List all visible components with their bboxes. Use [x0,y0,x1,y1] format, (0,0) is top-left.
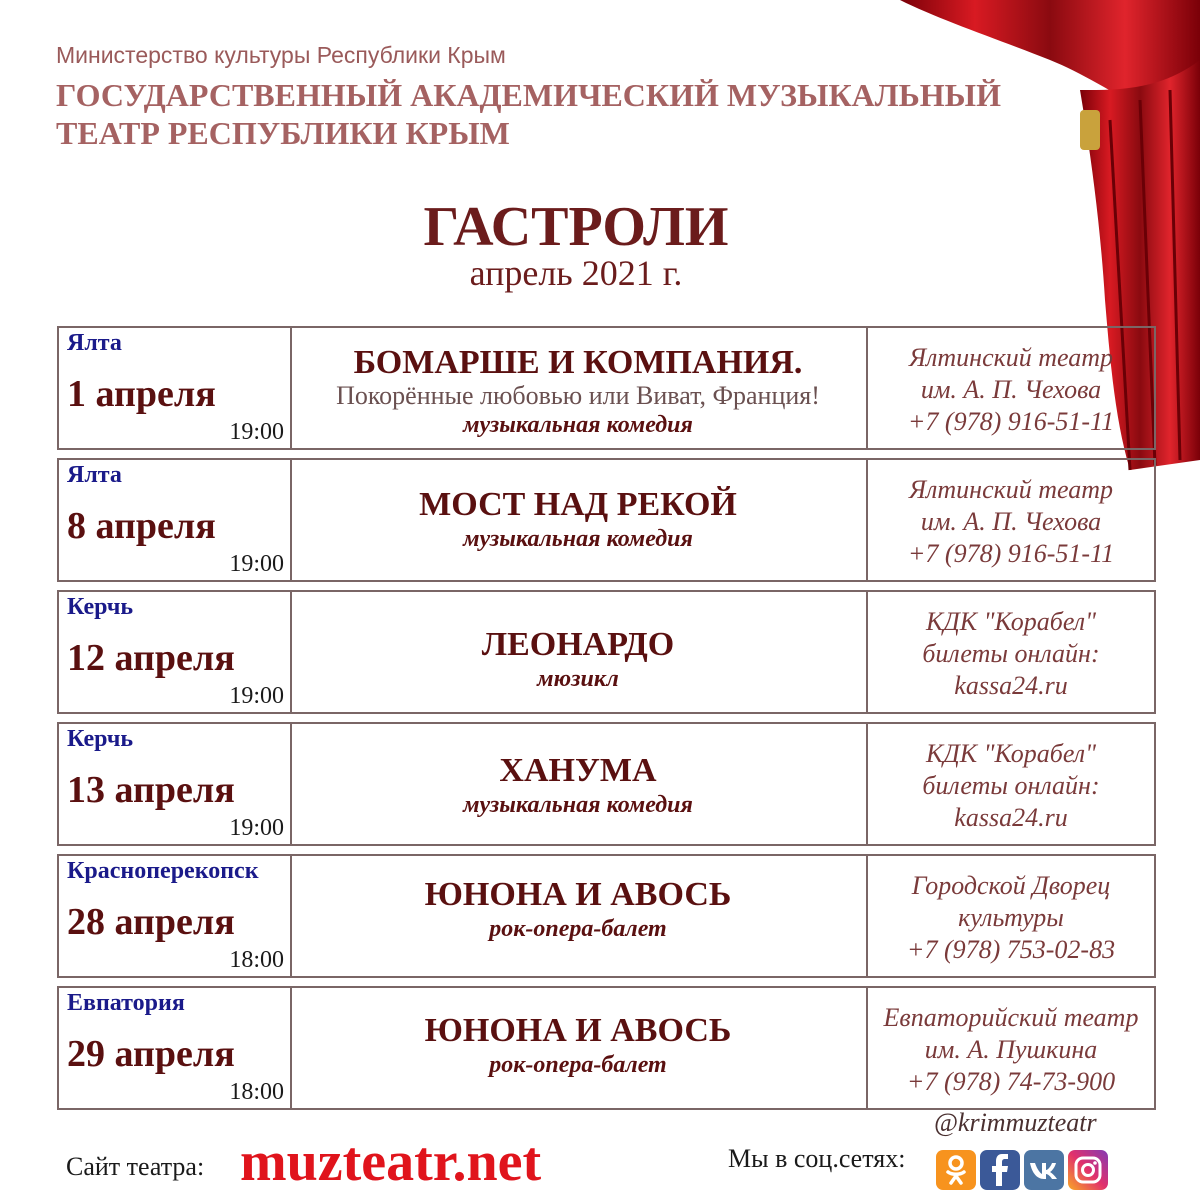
event-show-cell [290,724,868,844]
event-row [57,326,1156,450]
event-date-cell [59,592,292,712]
event-show-genre: музыкальная комедия [463,412,693,438]
event-show-name: МОСТ НАД РЕКОЙ [419,486,737,523]
event-venue-cell [868,856,1154,976]
event-city: Ялта [67,330,122,356]
event-time: 18:00 [229,1079,284,1105]
event-date: 1 апреля [67,373,216,415]
venue-line: Городской Дворец [911,871,1111,900]
event-show-genre: мюзикл [537,666,619,692]
venue-phone: +7 (978) 753-02-83 [906,935,1116,964]
venue-link[interactable]: kassa24.ru [954,671,1068,700]
event-venue-cell [868,592,1154,712]
event-city: Керчь [67,594,134,620]
instagram-icon[interactable] [1068,1150,1108,1190]
event-time: 18:00 [229,947,284,973]
social-label: Мы в соц.сетях: [728,1144,906,1173]
event-date: 28 апреля [67,901,235,943]
event-time: 19:00 [229,551,284,577]
venue-line: билеты онлайн: [922,771,1100,800]
event-show-cell [290,856,868,976]
odnoklassniki-icon[interactable] [936,1150,976,1190]
event-date-cell [59,328,292,448]
venue-phone: +7 (978) 916-51-11 [907,539,1115,568]
event-row [57,590,1156,714]
tassel-icon [1080,110,1100,150]
venue-line: им. А. Пушкина [924,1035,1098,1064]
event-date: 8 апреля [67,505,216,547]
site-url-link[interactable]: muzteatr.net [240,1131,542,1193]
event-row [57,854,1156,978]
venue-line: им. А. П. Чехова [920,507,1102,536]
event-date-cell [59,856,292,976]
event-city: Ялта [67,462,122,488]
site-label: Сайт театра: [66,1152,205,1181]
venue-line: КДК "Корабел" [926,739,1096,768]
social-handle[interactable]: @krimmuzteatr [934,1108,1097,1137]
poster-subtitle: апрель 2021 г. [469,253,683,293]
venue-line: Ялтинский театр [908,475,1114,504]
event-city: Керчь [67,726,134,752]
event-show-name: ЛЕОНАРДО [481,626,675,663]
venue-line: билеты онлайн: [922,639,1100,668]
event-date: 12 апреля [67,637,235,679]
event-date: 13 апреля [67,769,235,811]
event-row [57,986,1156,1110]
event-venue-cell [868,724,1154,844]
event-show-cell [290,460,868,580]
event-date-cell [59,724,292,844]
poster-title: ГАСТРОЛИ [423,196,729,258]
event-show-cell [290,592,868,712]
event-date: 29 апреля [67,1033,235,1075]
event-show-cell [290,328,868,448]
venue-line: им. А. П. Чехова [920,375,1102,404]
event-venue-cell [868,460,1154,580]
event-show-genre: музыкальная комедия [463,526,693,552]
event-city: Евпатория [67,990,185,1016]
theatre-name: ГОСУДАРСТВЕННЫЙ АКАДЕМИЧЕСКИЙ МУЗЫКАЛЬНЫЙ ТЕАТР РЕСПУБЛИКИ КРЫМ [56,77,1001,151]
venue-line: культуры [958,903,1064,932]
event-time: 19:00 [229,683,284,709]
event-show-genre: рок-опера-балет [489,916,667,942]
event-row [57,458,1156,582]
event-row [57,722,1156,846]
venue-link[interactable]: kassa24.ru [954,803,1068,832]
event-show-name: ЮНОНА И АВОСЬ [424,1012,732,1049]
event-date-cell [59,988,292,1108]
venue-phone: +7 (978) 74-73-900 [906,1067,1116,1096]
vk-icon[interactable] [1024,1150,1064,1190]
facebook-icon[interactable] [980,1150,1020,1190]
venue-line: Ялтинский театр [908,343,1114,372]
event-show-subtitle: Покорённые любовью или Виват, Франция! [336,381,820,410]
venue-line: Евпаторийский театр [883,1003,1139,1032]
event-show-name: ХАНУМА [499,752,657,789]
event-city: Красноперекопск [67,858,259,884]
venue-phone: +7 (978) 916-51-11 [907,407,1115,436]
event-show-name: ЮНОНА И АВОСЬ [424,876,732,913]
event-show-name: БОМАРШЕ И КОМПАНИЯ. [353,344,803,381]
event-venue-cell [868,988,1154,1108]
ministry-name: Министерство культуры Республики Крым [56,42,506,68]
event-venue-cell [868,328,1154,448]
event-time: 19:00 [229,815,284,841]
event-show-cell [290,988,868,1108]
event-show-genre: рок-опера-балет [489,1052,667,1078]
venue-line: КДК "Корабел" [926,607,1096,636]
event-show-genre: музыкальная комедия [463,792,693,818]
event-date-cell [59,460,292,580]
event-time: 19:00 [229,419,284,445]
